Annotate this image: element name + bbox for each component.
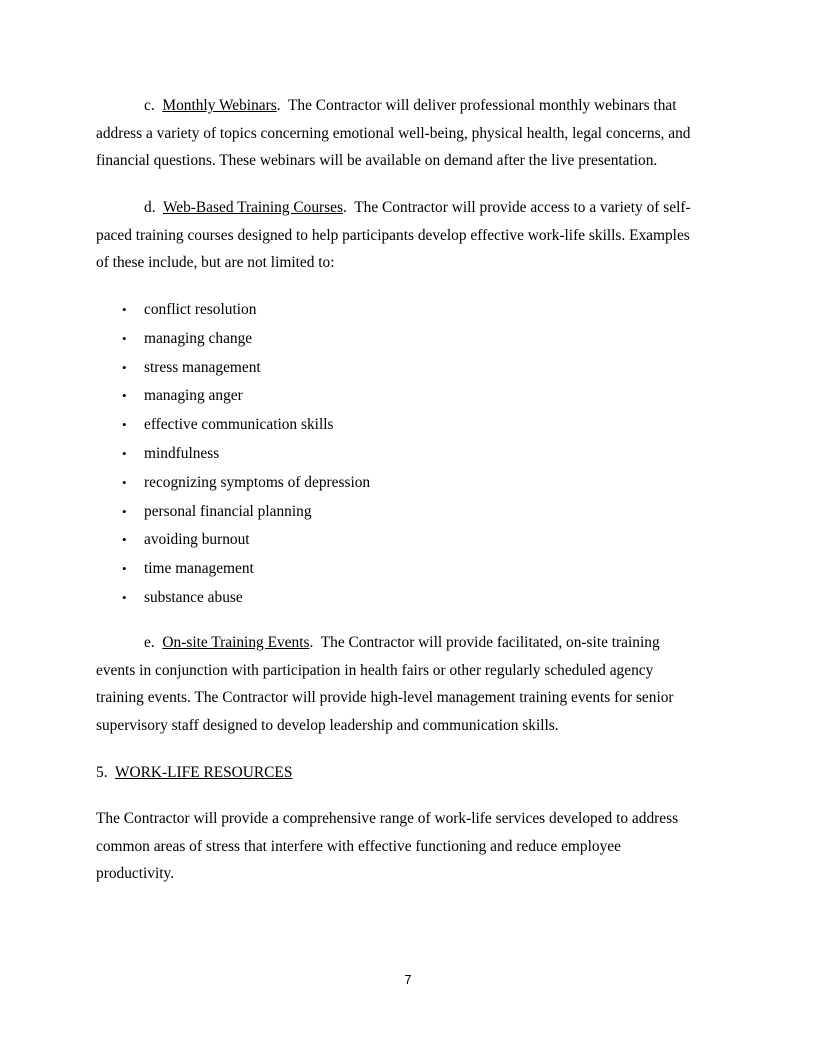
section-c-line-1 [96, 92, 690, 120]
list-item-text: managing change [144, 329, 253, 347]
section-5-paragraph [96, 805, 678, 888]
section-5-heading [96, 759, 292, 787]
list-item [96, 411, 370, 440]
list-item [96, 555, 370, 584]
list-item-text: recognizing symptoms of depression [144, 473, 371, 491]
bullet-icon: • [122, 388, 127, 404]
section-c-monthly-webinars [96, 92, 690, 175]
list-item-text: avoiding burnout [144, 531, 250, 549]
training-topics-list [96, 296, 370, 613]
section-e-line-4: supervisory staff designed to develop leadership and communication skills. [96, 716, 559, 734]
section-c-text-1: . The Contractor will deliver professional monthly webinars that [276, 97, 677, 114]
bullet-icon: • [122, 561, 127, 577]
list-item [96, 354, 370, 383]
list-item [96, 325, 370, 354]
section-e-label: e. [144, 634, 155, 651]
list-item [96, 526, 370, 555]
section-c-label: c. [144, 97, 155, 114]
bullet-icon: • [122, 445, 127, 461]
list-item [96, 296, 370, 325]
section-c-line-2: address a variety of topics concerning emotional well-being, physical health, legal concerns, and [96, 124, 691, 142]
section-d-web-based-training [96, 194, 691, 277]
section-c-line-3: financial questions. These webinars will be available on demand after the live presentation. [96, 152, 658, 170]
section-5-title: WORK-LIFE RESOURCES [114, 764, 293, 781]
bullet-icon: • [122, 589, 127, 605]
list-item-text: conflict resolution [144, 301, 257, 318]
list-item [96, 440, 370, 469]
bullet-icon: • [122, 503, 127, 519]
section-5-line-3: productivity. [96, 865, 175, 883]
page-number: 7 [404, 972, 412, 987]
bullet-icon: • [122, 474, 127, 490]
section-e-on-site-training [96, 629, 674, 739]
section-d-label: d. [144, 199, 156, 216]
bullet-icon: • [122, 302, 127, 317]
section-d-title: Web-Based Training Courses [162, 199, 343, 216]
list-item [96, 469, 370, 498]
list-item-text: managing anger [144, 387, 243, 405]
list-item-text: personal financial planning [144, 502, 312, 520]
section-e-text-1: . The Contractor will provide facilitated, on-site training [309, 634, 660, 651]
list-item-text: stress management [144, 358, 261, 376]
bullet-icon: • [122, 417, 127, 433]
section-e-title: On-site Training Events [162, 634, 310, 651]
section-e-line-2: events in conjunction with participation in health fairs or other regularly scheduled agency [96, 661, 654, 679]
section-e-line-1 [96, 629, 674, 657]
list-item [96, 382, 370, 411]
list-item-text: substance abuse [144, 588, 243, 606]
section-c-title: Monthly Webinars [162, 97, 277, 114]
section-d-line-2: paced training courses designed to help participants develop effective work-life skills. Examples [96, 226, 690, 244]
bullet-icon: • [122, 532, 127, 548]
section-5-line-1: The Contractor will provide a comprehensive range of work-life services developed to address [96, 810, 679, 827]
bullet-icon: • [122, 359, 127, 375]
list-item-text: effective communication skills [144, 416, 334, 434]
list-item-text: time management [144, 560, 254, 578]
section-d-text-1: . The Contractor will provide access to a variety of self- [343, 199, 691, 216]
list-item [96, 584, 370, 613]
bullet-icon: • [122, 330, 127, 346]
list-item-text: mindfulness [144, 444, 220, 462]
list-item [96, 498, 370, 527]
section-5-line-2: common areas of stress that interfere with effective functioning and reduce employee [96, 837, 621, 855]
section-d-line-3: of these include, but are not limited to: [96, 254, 335, 272]
section-5-number: 5. [96, 764, 108, 781]
section-d-line-1 [96, 194, 691, 222]
section-e-line-3: training events. The Contractor will provide high-level management training events for senior [96, 689, 674, 707]
